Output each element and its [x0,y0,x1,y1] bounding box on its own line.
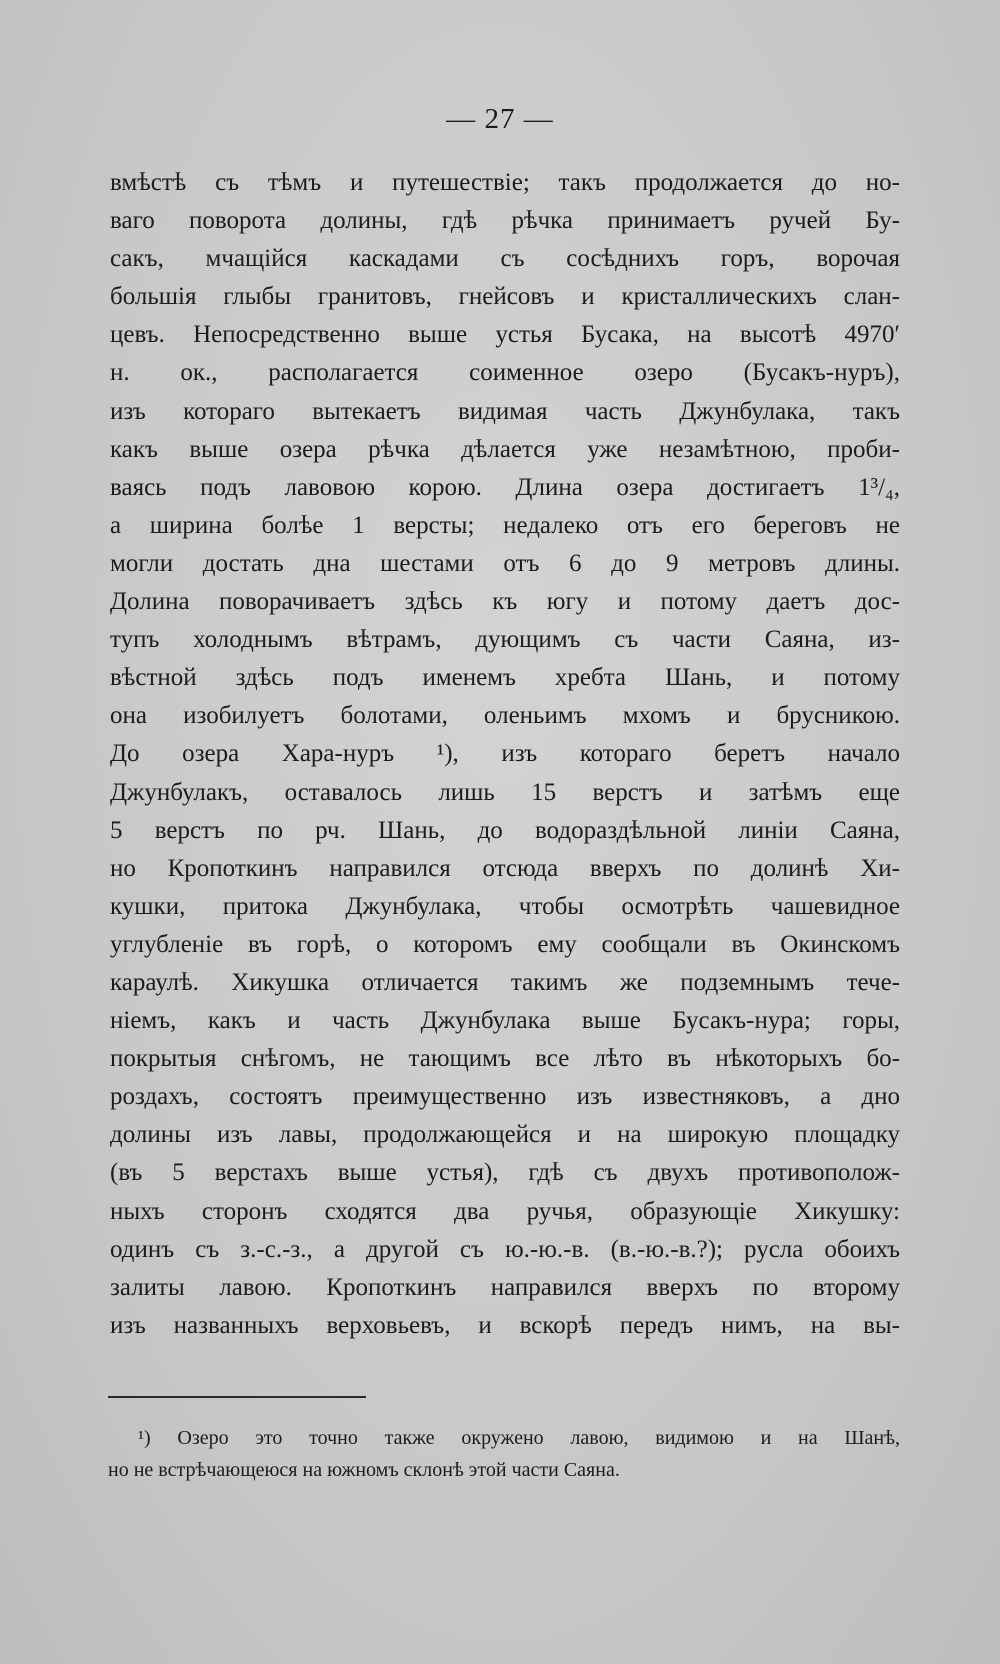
text-line: изъ названныхъ верховьевъ, и вскорѣ передъ нимъ, на вы- [110,1311,900,1339]
text-line: роздахъ, состоятъ преимущественно изъ известняковъ, а дно [110,1083,900,1111]
text-line: До озера Хара-нуръ ¹), изъ котораго беретъ начало [110,740,900,768]
text-line: ныхъ сторонъ сходятся два ручья, образующіе Хикушку: [110,1197,900,1225]
text-line: вѣстной здѣсь подъ именемъ хребта Шань, и потому [110,664,900,692]
text-line: кушки, притока Джунбулака, чтобы осмотрѣть чашевидное [110,892,900,920]
text-line: углубленіе въ горѣ, о которомъ ему сообщали въ Окинскомъ [110,930,900,958]
text-line: цевъ. Непосредственно выше устья Бусака, на высотѣ 4970′ [110,321,900,349]
text-line: ваго поворота долины, гдѣ рѣчка принимаетъ ручей Бу- [110,207,900,235]
text-line: долины изъ лавы, продолжающейся и на широкую площадку [110,1121,900,1149]
text-line: ніемъ, какъ и часть Джунбулака выше Бусакъ-нура; горы, [110,1007,900,1035]
text-line: залиты лавою. Кропоткинъ направился вверхъ по второму [110,1273,900,1301]
body-text [110,164,900,1345]
text-line: ваясь подъ лавовою корою. Длина озера достигаетъ 1³/₄, [110,473,900,501]
footnotes [108,1422,900,1486]
text-line: могли достать дна шестами отъ 6 до 9 метровъ длины. [110,549,900,577]
page-number: — 27 — [446,103,554,135]
text-line: Джунбулакъ, оставалось лишь 15 верстъ и затѣмъ еще [110,778,900,806]
text-line: н. ок., располагается соименное озеро (Бусакъ-нуръ), [110,359,900,387]
footnote-line: ¹) Озеро это точно также окружено лавою, видимою и на Шанѣ, [138,1427,900,1449]
text-line: одинъ съ з.-с.-з., а другой съ ю.-ю.-в. (в.-ю.-в.?); русла обоихъ [110,1235,900,1263]
text-line: вмѣстѣ съ тѣмъ и путешествіе; такъ продолжается до но- [110,169,900,196]
text-line: (въ 5 верстахъ выше устья), гдѣ съ двухъ противополож- [110,1159,900,1187]
text-line: большія глыбы гранитовъ, гнейсовъ и кристаллическихъ слан- [110,283,900,311]
footnote-divider [108,1396,366,1398]
text-line: тупъ холоднымъ вѣтрамъ, дующимъ съ части Саяна, из- [110,626,900,654]
text-line: какъ выше озера рѣчка дѣлается уже незамѣтною, проби- [110,435,900,463]
footnote-line: но не встрѣчающеюся на южномъ склонѣ этой части Саяна. [108,1459,620,1481]
text-line: она изобилуетъ болотами, оленьимъ мхомъ и брусникою. [110,702,900,730]
text-line: покрытыя снѣгомъ, не тающимъ все лѣто въ нѣкоторыхъ бо- [110,1045,900,1073]
text-line: караулѣ. Хикушка отличается такимъ же подземнымъ тече- [110,968,900,996]
text-line: изъ котораго вытекаетъ видимая часть Джунбулака, такъ [110,397,900,425]
text-line: Долина поворачиваетъ здѣсь къ югу и потому даетъ дос- [110,588,900,616]
text-line: но Кропоткинъ направился отсюда вверхъ по долинѣ Хи- [110,854,900,882]
text-line: сакъ, мчащійся каскадами съ сосѣднихъ горъ, ворочая [110,245,900,273]
text-line: 5 верстъ по рч. Шань, до водораздѣльной линіи Саяна, [110,816,900,844]
text-line: а ширина болѣе 1 версты; недалеко отъ его береговъ не [110,511,900,539]
